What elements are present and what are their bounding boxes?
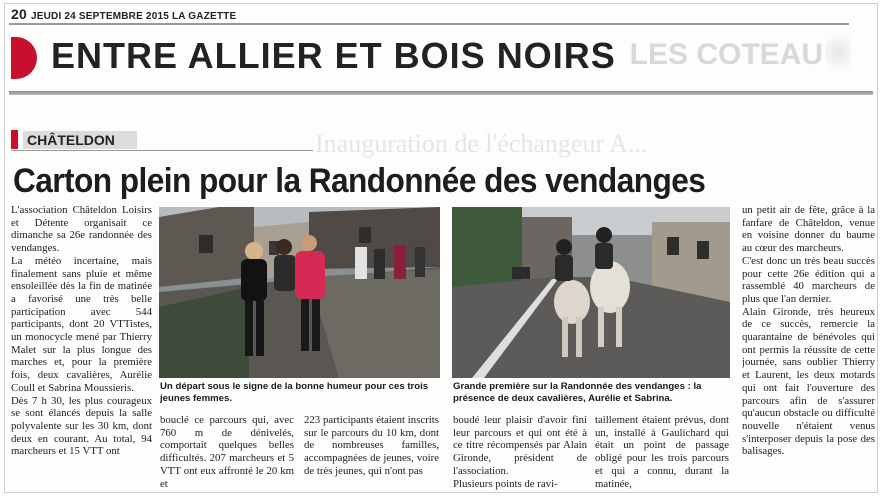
article-column-1: L'association Châteldon Loisirs et Détente organisait ce dimanche sa 26e randonnée des vendanges. La météo incertaine, mais finalement sans pluie et même ensoleillée dès la fin de matinée a favorisé une très belle participation avec 544 participants, dont 20 VTTistes, un monocycle mené par Thierry Malet sur la plus longue des marches et, pour la première fois, deux cavalières, Aurélie Coull et Sabrina Moussieris. Dès 7 h 30, les plus courageux se sont élancés depuis la salle polyvalente sur les 30 km, dont deux en courant. Au total, 94 marcheurs et 15 VTT ont	[11, 204, 152, 458]
photo-walkers	[159, 207, 440, 378]
article-column-6: un petit air de fête, grâce à la fanfare de Châteldon, venue en voisine donner du baume au cœur des marcheurs. C'est donc un très beau succès pour cette 26e édition qui a rassemblé 40 marcheurs de plus que l'an dernier. Alain Gironde, très heureux de ce succès, remercie la quarantaine de bénévoles qui ont permis la réussite de cette journée, sans oublier Thierry et Laurent, les deux motards qui ont fait l'ouverture des parcours afin de s'assurer qu'aucun obstacle ou difficulté nouvelle n'étaient venus s'interposer depuis la pose des balisages.	[742, 204, 875, 458]
photo-walkers-caption: Un départ sous le signe de la bonne humeur pour ces trois jeunes femmes.	[160, 381, 429, 404]
locality-label	[11, 129, 313, 151]
section-title: ENTRE ALLIER ET BOIS NOIRS	[51, 35, 616, 76]
article-column-4: boudé leur plaisir d'avoir fini leur parcours et qui ont été à ce titre récompensés par Alain Gironde, président de l'association. Plusieurs points de ravi-	[453, 414, 587, 490]
photo-walkers-image	[159, 207, 440, 378]
article-headline: Carton plein pour la Randonnée des vendanges	[13, 162, 706, 200]
folio	[11, 6, 236, 22]
article-column-5: taillement étaient prévus, dont un, installé à Gaulichard qui était un point de passage obligé pour les trois parcours et qui a connu, durant la matinée,	[595, 414, 729, 490]
locality-marker	[11, 130, 18, 149]
bleed-through-headline: Inauguration de l'échangeur A...	[315, 129, 648, 158]
photo-riders-caption: Grande première sur la Randonnée des vendanges : la présence de deux cavalières, Aurélie et Sabrina.	[453, 381, 702, 404]
folio-rule	[9, 23, 849, 25]
photo-riders-image	[452, 207, 730, 378]
page-number: 20	[11, 6, 27, 22]
section-header	[9, 32, 851, 82]
article-column-2: bouclé ce parcours qui, avec 760 m de dénivelés, comportait quelques belles difficultés. 207 marcheurs et 5 VTT ont eux affronté le 20 km et	[160, 414, 294, 490]
article-column-3: 223 participants étaient inscrits sur le parcours du 10 km, dont de nombreuses familles, accompagnées de jeunes, voire de très jeunes, qui n'ont pas	[304, 414, 439, 477]
locality-name: CHÂTELDON	[23, 131, 137, 149]
locality-rule	[11, 150, 313, 151]
bleed-through-logo	[825, 32, 851, 72]
section-tab-marker	[11, 37, 37, 79]
photo-riders	[452, 207, 730, 378]
section-rule	[9, 91, 873, 95]
bleed-through-text: LES COTEAU	[629, 38, 823, 71]
newspaper-page	[4, 3, 878, 493]
folio-line: JEUDI 24 SEPTEMBRE 2015 LA GAZETTE	[30, 11, 237, 22]
